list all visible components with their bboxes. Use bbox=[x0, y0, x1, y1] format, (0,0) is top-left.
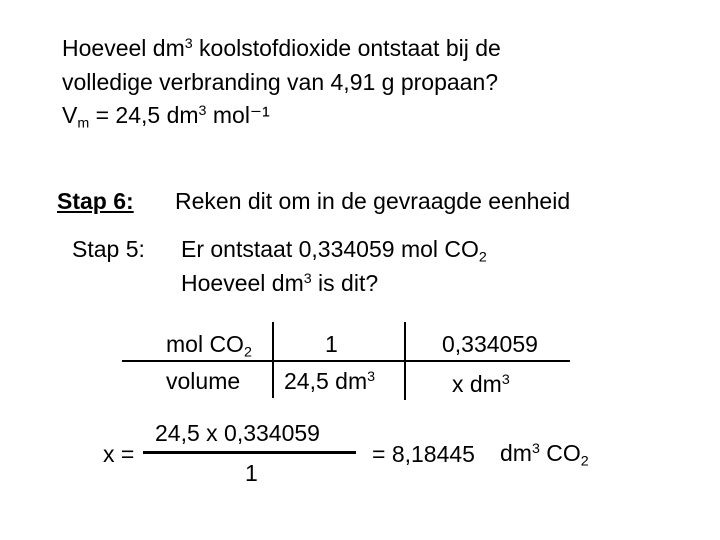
table-row1-label-sub: 2 bbox=[243, 344, 252, 361]
formula-numerator: 24,5 x 0,334059 bbox=[155, 420, 320, 446]
vm-subscript: m bbox=[77, 115, 90, 132]
formula-unit-text: dm bbox=[500, 440, 532, 466]
formula-result: = 8,18445 bbox=[372, 441, 475, 467]
step6-label: Stap 6: bbox=[57, 188, 134, 214]
formula-lhs: x = bbox=[103, 441, 135, 467]
question-line-3 bbox=[62, 102, 270, 132]
step5-sup: 3 bbox=[303, 271, 312, 288]
table-row2-result bbox=[452, 373, 510, 396]
formula-unit-sup: 3 bbox=[531, 441, 540, 458]
question-line-1 bbox=[62, 37, 501, 60]
vm-unit: mol⁻¹ bbox=[206, 102, 270, 128]
step5-line-1 bbox=[181, 236, 487, 266]
table-row2-label: volume bbox=[166, 368, 241, 394]
table-row2-result-sup: 3 bbox=[501, 372, 510, 389]
vm-symbol: V bbox=[62, 102, 78, 128]
table-horizontal-rule bbox=[122, 360, 570, 362]
table-row2-value-text: 24,5 dm bbox=[284, 368, 368, 394]
table-vertical-rule-1 bbox=[272, 322, 274, 398]
table-row1-label-text: mol CO bbox=[166, 331, 244, 357]
table-row1-value: 1 bbox=[325, 331, 338, 357]
question-text-a: Hoeveel dm bbox=[62, 35, 185, 61]
formula-denominator: 1 bbox=[245, 460, 258, 486]
step5-sub: 2 bbox=[478, 249, 487, 266]
table-row2-value-sup: 3 bbox=[367, 369, 376, 386]
step5-text-b: Hoeveel dm bbox=[181, 270, 304, 296]
table-row1-result: 0,334059 bbox=[442, 331, 538, 357]
step5-label: Stap 5: bbox=[72, 236, 145, 262]
question-text-b: koolstofdioxide ontstaat bij de bbox=[192, 35, 501, 61]
table-vertical-rule-2 bbox=[404, 322, 406, 400]
table-row2-value bbox=[284, 370, 375, 393]
formula-unit-species: CO bbox=[539, 440, 581, 466]
formula-unit-species-sub: 2 bbox=[580, 453, 589, 470]
table-row2-result-text: x dm bbox=[452, 371, 502, 397]
question-sup: 3 bbox=[184, 36, 193, 53]
step5-text-a: Er ontstaat 0,334059 mol CO bbox=[181, 236, 479, 262]
step6-text: Reken dit om in de gevraagde eenheid bbox=[175, 188, 571, 214]
formula-fraction-bar bbox=[143, 451, 356, 454]
vm-sup: 3 bbox=[198, 103, 207, 120]
vm-value: = 24,5 dm bbox=[89, 102, 199, 128]
table-row1-label bbox=[166, 331, 252, 361]
step5-line-2 bbox=[181, 272, 378, 295]
step5-text-c: is dit? bbox=[311, 270, 379, 296]
formula-unit bbox=[500, 440, 589, 470]
question-line-2: volledige verbranding van 4,91 g propaan? bbox=[62, 69, 499, 95]
